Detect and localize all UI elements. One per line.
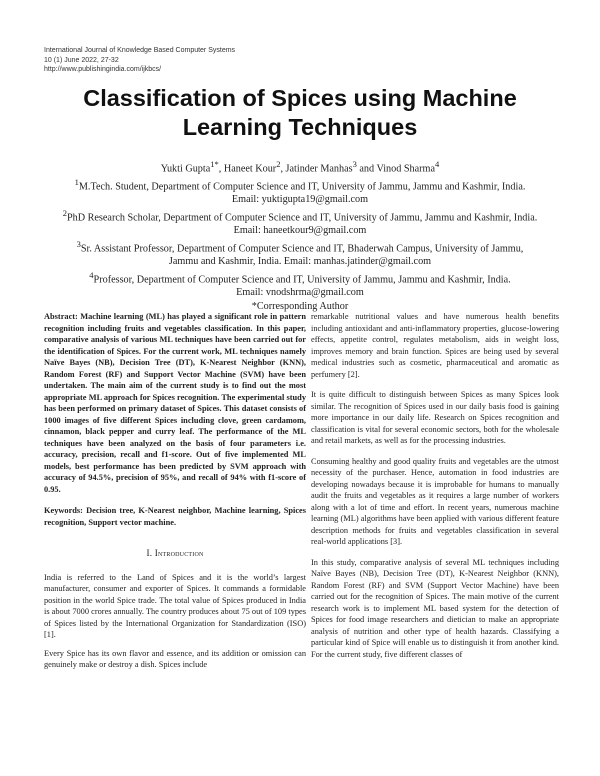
author-sup: 3 [352,159,357,169]
affiliation-line: PhD Research Scholar, Department of Computer Science and IT, University of Jammu, Jammu and Kashmir, India. [66,212,538,224]
section-number: I. [146,548,153,558]
left-column [44,311,306,678]
author-sep: , [218,163,224,175]
author-sup: 2 [276,159,281,169]
author-sup: 1* [210,159,219,169]
journal-header [44,46,235,75]
affiliation-email: Jammu and Kashmir, India. Email: manhas.jatinder@gmail.com [168,256,432,268]
affiliation [40,207,560,225]
section-initial: I [154,548,158,558]
paragraph: India is referred to the Land of Spices and it is the world’s largest manufacturer, consumer and exporter of Spices. It commands a formidable position in the world Spice trade. The total value of Spices produced in India is about 7000 crores annually. The country produces about 75 out of 109 types of Spices listed by the International Organization for Standardization (ISO) [1]. [44,572,306,639]
author-list [40,158,560,176]
abstract: Abstract: Machine learning (ML) has played a significant role in pattern recognition including fruits and vegetables classification. In this paper, comparative analysis of various ML techniques have been carried out for the identification of Spices. For the current work, ML techniques namely Naïve Bayes (NB), Decision Tree (DT), K-Nearest Neighbor (KNN), Random Forest (RF) and Support Vector Machine (SVM) have been undertaken. The main aim of the current study is to find out the most appropriate ML approach for Spices recognition. The experimental study has been performed on primary dataset of Spices. This dataset consists of 1000 images of five different Spices including clove, green cardamom, cinnamon, black pepper and curry leaf. The performance of the ML techniques have been analyzed on the basis of four parameters i.e. accuracy, precision, recall and f1-score. Out of five implemented ML models, best performance has been predicted by SVM approach with accuracy of 94.5%, precision of 95%, and recall of 94% with f1-score of 0.95. [44,312,306,494]
author-name: Yukti Gupta [160,163,211,175]
affiliation-email: Email: vnodshrma@gmail.com [236,287,364,299]
affiliation-sup: 2 [62,207,67,218]
affiliation [40,269,560,287]
affiliation-sup: 1 [74,176,79,187]
journal-name: International Journal of Knowledge Based Computer Systems [44,47,236,54]
author-sep: , [280,163,286,175]
paragraph: Consuming healthy and good quality fruits and vegetables are the utmost necessity of the purchaser. Hence, automation in food industries are developing nowadays because it is improbable for humans to manually audit the fruits and vegetables as it requires a large number of workers along with a lot of time and effort. In recent years, numerous machine learning (ML) algorithms have been applied with various different feature description methods for fruits and vegetables classification in several real-world applications [3]. [311,456,559,546]
affiliation-line: Professor, Department of Computer Science and IT, University of Jammu, Jammu and Kashmir, India. [93,274,511,286]
author-name: Vinod Sharma [376,163,436,175]
right-column [311,311,559,669]
author-sup: 4 [435,159,440,169]
affiliation-sup: 4 [89,269,94,280]
corresponding-author: *Corresponding Author [251,300,349,312]
author-sep: and [356,163,377,175]
affiliation-line: M.Tech. Student, Department of Computer Science and IT, University of Jammu, Jammu and Kashmir, India. [78,181,526,193]
journal-issue: 10 (1) June 2022, 27-32 [44,56,119,64]
affiliation-line: Sr. Assistant Professor, Department of Computer Science and IT, Bhaderwah Campus, University of Jammu, [80,243,524,255]
affiliation-email: Email: yuktigupta19@gmail.com [231,194,369,206]
keywords: Keywords: Decision tree, K-Nearest neighbor, Machine learning, Spices recognition, Support vector machine. [44,506,306,527]
author-name: Jatinder Manhas [285,163,353,175]
affiliation [40,176,560,194]
paragraph: In this study, comparative analysis of several ML techniques including Naïve Bayes (NB), Decision Tree (DT), K-Nearest Neighbor (KNN), Random Forest (RF) and SVM (Support Vector Machine) have been carried out for the recognition of Spices. The main motive of the current research work is to implement ML based system for the detection of Spices for food image researchers and dietician to make an appropriate analysis of nutrition and other type of health hazards. Classifying a particular kind of Spice will enable us to distinguish it from another kind. For the current study, five different classes of [311,557,559,659]
paragraph: Every Spice has its own flavor and essence, and its addition or omission can genuinely make or destroy a dish. Spices include [44,648,306,669]
paragraph: remarkable nutritional values and have numerous health benefits including antioxidant and anti-inflammatory properties, glucose-lowering effects, appetite control, regulates metabolism, aids in weight loss, improves memory and brain function. Spices are being used by several medical industries such as cosmetic, pharmaceutical and aromatic as perfumery [2]. [311,312,559,379]
section-heading-introduction [44,548,306,560]
paragraph: It is quite difficult to distinguish between Spices as many Spices look similar. The recognition of Spices used in our daily basis food is gaining more importance in our daily life. Research on Spices recognition and classification is vital for several economic sectors, both for the wholesale and retail markets, as well as for the processing industries. [311,390,559,445]
paper-title: Classification of Spices using Machine Learning Techniques [83,85,517,140]
journal-url: http://www.publishingindia.com/ijkbcs/ [44,66,162,73]
author-name: Haneet Kour [223,163,277,175]
affiliation-sup: 3 [76,238,81,249]
affiliation [40,238,560,256]
section-title-rest: ntroduction [158,548,204,558]
authors-block [40,158,560,313]
affiliation-email: Email: haneetkour9@gmail.com [233,225,367,237]
